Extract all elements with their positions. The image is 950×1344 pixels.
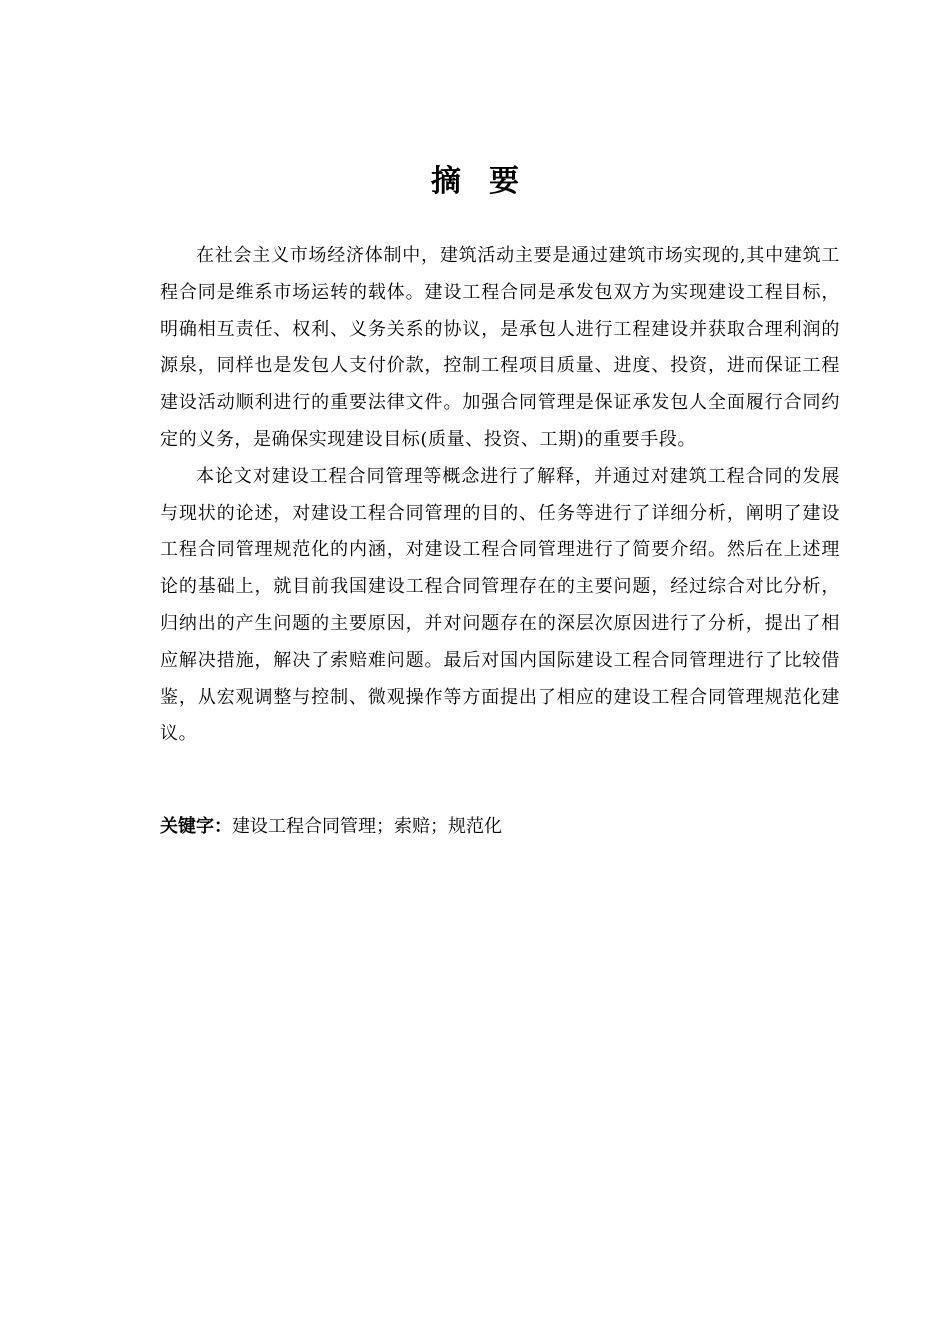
abstract-body xyxy=(160,238,840,753)
keywords-text: 建设工程合同管理；索赔；规范化 xyxy=(232,816,502,837)
abstract-paragraph-1: 在社会主义市场经济体制中，建筑活动主要是通过建筑市场实现的,其中建筑工程合同是维系市场运转的载体。建设工程合同是承发包双方为实现建设工程目标，明确相互责任、权利、义务关系的协议，是承包人进行工程建设并获取合理利润的源泉，同样也是发包人支付价款，控制工程项目质量、进度、投资，进而保证工程建设活动顺利进行的重要法律文件。加强合同管理是保证承发包人全面履行合同约定的义务，是确保实现建设目标(质量、投资、工期)的重要手段。 xyxy=(160,245,840,450)
keywords-label: 关键字： xyxy=(160,816,232,837)
abstract-paragraph-2: 本论文对建设工程合同管理等概念进行了解释，并通过对建筑工程合同的发展与现状的论述，对建设工程合同管理的目的、任务等进行了详细分析，阐明了建设工程合同管理规范化的内涵，对建设工程合同管理进行了简要介绍。然后在上述理论的基础上，就目前我国建设工程合同管理存在的主要问题，经过综合对比分析，归纳出的产生问题的主要原因，并对问题存在的深层次原因进行了分析，提出了相应解决措施，解决了索赔难问题。最后对国内国际建设工程合同管理进行了比较借鉴，从宏观调整与控制、微观操作等方面提出了相应的建设工程合同管理规范化建议。 xyxy=(160,465,840,745)
abstract-title: 摘要 xyxy=(431,164,547,199)
keywords-line xyxy=(160,812,840,842)
